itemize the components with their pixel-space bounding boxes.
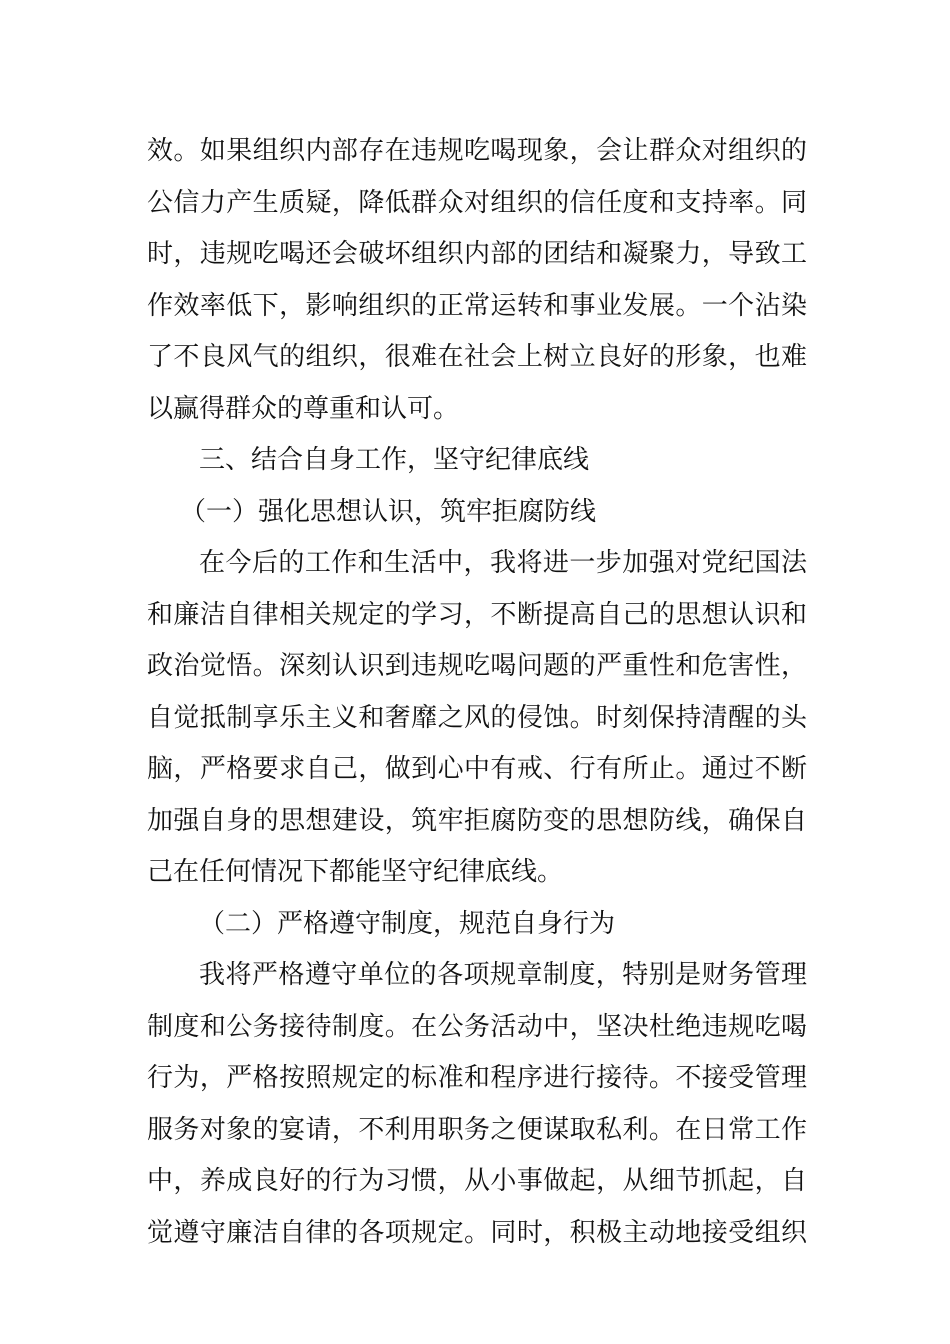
subsection-heading: （二）严格遵守制度，规范自身行为 [199,908,616,939]
body-line: 加强自身的思想建设，筑牢拒腐防变的思想防线，确保自 [147,805,807,836]
body-line: 在今后的工作和生活中，我将进一步加强对党纪国法 [199,548,807,578]
subsection-heading: （一）强化思想认识，筑牢拒腐防线 [180,496,597,527]
body-line: 和廉洁自律相关规定的学习，不断提高自己的思想认识和 [147,599,807,630]
body-line: 作效率低下，影响组织的正常运转和事业发展。一个沾染 [147,290,807,321]
body-line: 脑，严格要求自己，做到心中有戒、行有所止。通过不断 [147,754,807,784]
body-line: 自觉抵制享乐主义和奢靡之风的侵蚀。时刻保持清醒的头 [147,702,807,733]
body-line: 了不良风气的组织，很难在社会上树立良好的形象，也难 [147,342,807,372]
body-line: 政治觉悟。深刻认识到违规吃喝问题的严重性和危害性， [147,651,807,681]
body-line: 以赢得群众的尊重和认可。 [147,393,460,424]
body-line: 效。如果组织内部存在违规吃喝现象，会让群众对组织的 [147,136,807,166]
body-line: 行为，严格按照规定的标准和程序进行接待。不接受管理 [147,1063,807,1093]
body-line: 公信力产生质疑，降低群众对组织的信任度和支持率。同 [147,187,807,218]
document-body [147,126,807,1259]
body-line: 服务对象的宴请，不利用职务之便谋取私利。在日常工作 [147,1114,807,1145]
body-line: 我将严格遵守单位的各项规章制度，特别是财务管理 [199,960,807,990]
body-line: 己在任何情况下都能坚守纪律底线。 [147,857,564,887]
body-line: 觉遵守廉洁自律的各项规定。同时，积极主动地接受组织 [147,1217,807,1248]
body-line: 中，养成良好的行为习惯，从小事做起，从细节抓起，自 [147,1166,807,1196]
section-heading: 三、结合自身工作，坚守纪律底线 [199,445,590,475]
body-line: 时，违规吃喝还会破坏组织内部的团结和凝聚力，导致工 [147,239,807,269]
body-line: 制度和公务接待制度。在公务活动中，坚决杜绝违规吃喝 [147,1011,807,1042]
